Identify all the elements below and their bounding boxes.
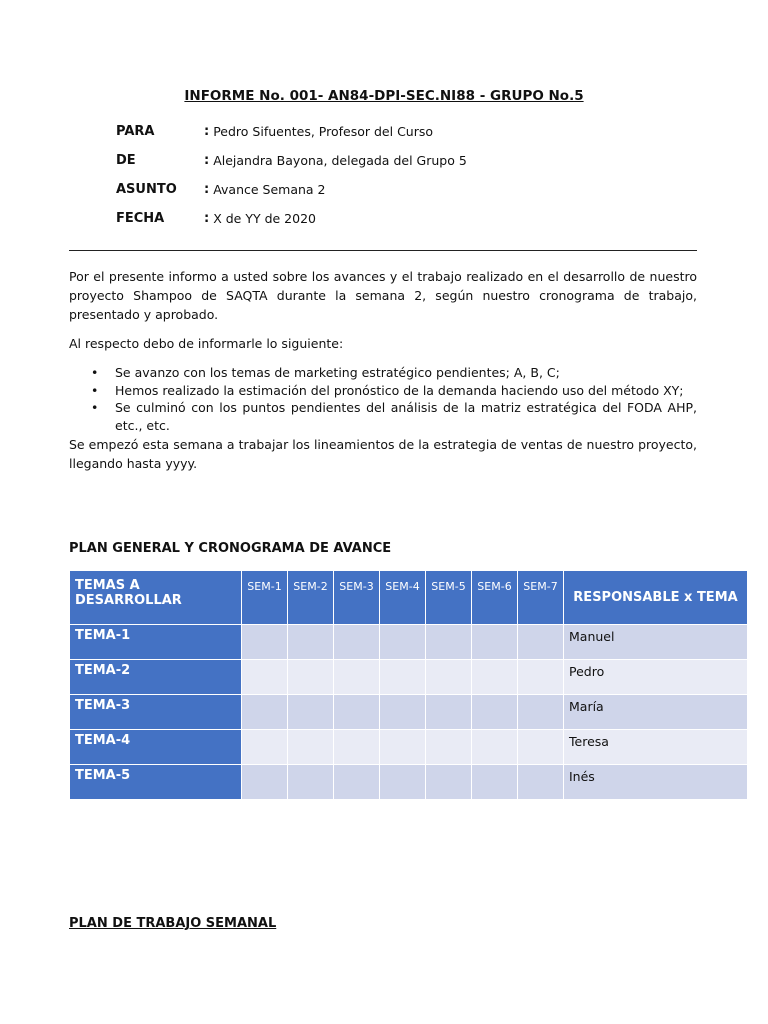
responsable-cell: María [564,695,748,730]
week-cell [288,765,334,800]
column-header-temas: TEMAS A DESARROLLAR [70,571,242,625]
week-cell [334,660,380,695]
lead-paragraph: Al respecto debo de informarle lo siguiente: [69,336,344,351]
memo-colon: : [204,124,210,139]
week-cell [288,730,334,765]
memo-value: Alejandra Bayona, delegada del Grupo 5 [213,153,467,168]
responsable-cell: Manuel [564,625,748,660]
column-header-week: SEM-6 [472,571,518,625]
bullet-icon: • [91,365,99,380]
week-cell [426,660,472,695]
progress-list [69,364,697,434]
week-cell [380,660,426,695]
week-cell [334,765,380,800]
week-cell [288,660,334,695]
week-cell [426,625,472,660]
tema-cell: TEMA-2 [70,660,242,695]
memo-row-fecha [116,204,467,233]
week-cell [380,765,426,800]
memo-key: PARA [116,124,155,139]
table-row [70,730,748,765]
list-item-text: Se culminó con los puntos pendientes del análisis de la matriz estratégica del FODA AHP, etc., etc. [115,400,697,433]
bullet-icon: • [91,382,99,398]
intro-paragraph: Por el presente informo a usted sobre los avances y el trabajo realizado en el desarrollo de nuestro proyecto Shampoo de SAQTA durante la semana 2, según nuestro cronograma de trabajo, presentado y aprobado. [69,269,697,322]
memo-value: X de YY de 2020 [213,211,316,226]
list-item-text: Se avanzo con los temas de marketing estratégico pendientes; A, B, C; [115,365,560,380]
table-header-row [70,571,748,625]
tema-cell: TEMA-3 [70,695,242,730]
week-cell [288,695,334,730]
table-row [70,695,748,730]
column-header-week: SEM-4 [380,571,426,625]
report-title: INFORME No. 001- AN84-DPI-SEC.NI88 - GRUPO No.5 [184,88,584,104]
week-cell [288,625,334,660]
memo-row-asunto [116,175,467,204]
week-cell [518,660,564,695]
plan-section-title: PLAN GENERAL Y CRONOGRAMA DE AVANCE [69,541,392,556]
table-row [70,660,748,695]
week-cell [518,695,564,730]
list-item-text: Hemos realizado la estimación del pronóstico de la demanda haciendo uso del método XY; [115,382,684,398]
week-cell [472,695,518,730]
column-header-week: SEM-2 [288,571,334,625]
list-item [69,364,697,382]
weekly-plan-section-title: PLAN DE TRABAJO SEMANAL [69,916,277,931]
tema-cell: TEMA-4 [70,730,242,765]
week-cell [380,695,426,730]
column-header-responsable: RESPONSABLE x TEMA [564,571,748,625]
memo-header [116,117,467,233]
memo-colon: : [204,211,210,226]
memo-key: FECHA [116,211,165,226]
column-header-week: SEM-3 [334,571,380,625]
week-cell [472,765,518,800]
week-cell [334,695,380,730]
memo-row-para [116,117,467,146]
week-cell [334,730,380,765]
week-cell [334,625,380,660]
bullet-icon: • [91,400,99,415]
responsable-cell: Teresa [564,730,748,765]
column-header-week: SEM-5 [426,571,472,625]
week-cell [472,625,518,660]
schedule-table [69,570,748,800]
memo-value: Avance Semana 2 [213,182,326,197]
tema-cell: TEMA-5 [70,765,242,800]
week-cell [472,730,518,765]
week-cell [380,625,426,660]
week-cell [472,660,518,695]
list-item [69,382,697,400]
column-header-week: SEM-7 [518,571,564,625]
responsable-cell: Pedro [564,660,748,695]
week-cell [518,765,564,800]
closing-paragraph: Se empezó esta semana a trabajar los lineamientos de la estrategia de ventas de nuestro proyecto, llegando hasta yyyy. [69,437,697,471]
week-cell [426,695,472,730]
responsable-cell: Inés [564,765,748,800]
week-cell [426,730,472,765]
week-cell [242,730,288,765]
memo-row-de [116,146,467,175]
separator-line [69,250,697,251]
column-header-week: SEM-1 [242,571,288,625]
week-cell [518,625,564,660]
week-cell [518,730,564,765]
list-item [69,399,697,434]
memo-key: DE [116,153,136,168]
tema-cell: TEMA-1 [70,625,242,660]
table-row [70,765,748,800]
week-cell [242,660,288,695]
week-cell [242,695,288,730]
memo-value: Pedro Sifuentes, Profesor del Curso [213,124,434,139]
memo-colon: : [204,182,210,197]
memo-colon: : [204,153,210,168]
week-cell [242,765,288,800]
week-cell [380,730,426,765]
memo-key: ASUNTO [116,182,177,197]
week-cell [426,765,472,800]
week-cell [242,625,288,660]
table-row [70,625,748,660]
